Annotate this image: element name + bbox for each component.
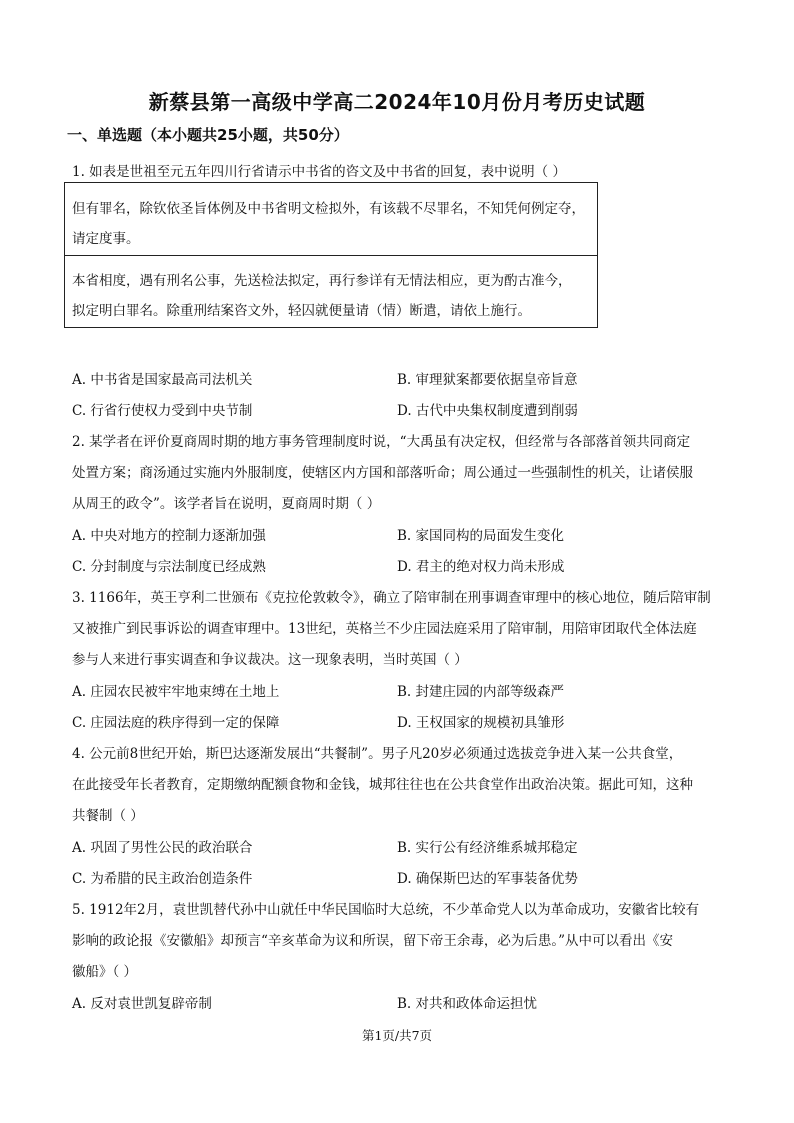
table-row1-line2: 请定度事。 xyxy=(72,231,140,247)
q1-option-c[interactable]: C. 行省行使权力受到中央节制 xyxy=(72,403,253,419)
q3-line-3: 参与人来进行事实调查和争议裁决。这一现象表明，当时英国（ ） xyxy=(72,652,468,668)
q3-option-b[interactable]: B. 封建庄园的内部等级森严 xyxy=(397,684,565,700)
q2-option-d[interactable]: D. 君主的绝对权力尚未形成 xyxy=(397,559,565,575)
q3-option-c[interactable]: C. 庄园法庭的秩序得到一定的保障 xyxy=(72,715,280,731)
q3-line-2: 又被推广到民事诉讼的调查审理中。13世纪，英格兰不少庄园法庭采用了陪审制，用陪审团取代全体法庭 xyxy=(72,621,697,637)
q4-line-3: 共餐制（ ） xyxy=(72,808,144,824)
q4-option-d[interactable]: D. 确保斯巴达的军事装备优势 xyxy=(397,871,578,887)
q3-option-a[interactable]: A. 庄园农民被牢牢地束缚在土地上 xyxy=(72,684,280,700)
q2-option-b[interactable]: B. 家国同构的局面发生变化 xyxy=(397,528,565,544)
q2-option-a[interactable]: A. 中央对地方的控制力逐渐加强 xyxy=(72,528,266,544)
q4-option-b[interactable]: B. 实行公有经济维系城邦稳定 xyxy=(397,840,578,856)
q4-line-2: 在此接受年长者教育，定期缴纳配额食物和金钱，城邦往往也在公共食堂作出政治决策。据此可知，这种 xyxy=(72,777,693,793)
q5-line-2: 影响的政论报《安徽船》却预言“辛亥革命为议和所误，留下帝王余毒，必为后患。”从中可以看出《安 xyxy=(72,933,674,949)
page-footer: 第1页/共7页 xyxy=(361,1028,433,1043)
q3-option-d[interactable]: D. 王权国家的规模初具雏形 xyxy=(397,715,565,731)
q1-table xyxy=(64,182,598,328)
q1-option-d[interactable]: D. 古代中央集权制度遭到削弱 xyxy=(397,403,578,419)
q5-option-a[interactable]: A. 反对袁世凯复辟帝制 xyxy=(72,996,212,1012)
q3-line-1: 3. 1166年，英王亨利二世颁布《克拉伦敦敕令》，确立了陪审制在刑事调查审理中的核心地位，随后陪审制 xyxy=(72,590,711,606)
table-row1-line1: 但有罪名，除钦依圣旨体例及中书省明文检拟外，有该载不尽罪名，不知凭何例定夺， xyxy=(72,201,585,217)
section-heading: 一、单选题（本小题共25小题，共50分） xyxy=(67,126,349,144)
table-divider xyxy=(65,255,597,256)
q2-line-3: 从周王的政令”。该学者旨在说明，夏商周时期（ ） xyxy=(72,496,381,512)
q4-option-c[interactable]: C. 为希腊的民主政治创造条件 xyxy=(72,871,253,887)
table-row2-line1: 本省相度，遇有刑名公事，先送检法拟定，再行参详有无情法相应，更为酌古准今， xyxy=(72,273,572,289)
q4-line-1: 4. 公元前8世纪开始，斯巴达逐渐发展出“共餐制”。男子凡20岁必须通过选拔竞争进入某一公共食堂， xyxy=(72,746,683,762)
q5-option-b[interactable]: B. 对共和政体命运担忧 xyxy=(397,996,538,1012)
q2-line-1: 2. 某学者在评价夏商周时期的地方事务管理制度时说，“大禹虽有决定权，但经常与各部落首领共同商定 xyxy=(72,434,691,450)
q2-option-c[interactable]: C. 分封制度与宗法制度已经成熟 xyxy=(72,559,266,575)
q1-option-b[interactable]: B. 审理狱案都要依据皇帝旨意 xyxy=(397,372,578,388)
q5-line-1: 5. 1912年2月，袁世凯替代孙中山就任中华民国临时大总统，不少革命党人以为革命成功，安徽省比较有 xyxy=(72,902,700,918)
q1-option-a[interactable]: A. 中书省是国家最高司法机关 xyxy=(72,372,253,388)
q2-line-2: 处置方案；商汤通过实施内外服制度，使辖区内方国和部落听命；周公通过一些强制性的机关，让诸侯服 xyxy=(72,465,693,481)
q1-stem: 1. 如表是世祖至元五年四川行省请示中书省的咨文及中书省的回复，表中说明（ ） xyxy=(72,164,566,180)
q5-line-3: 徽船》（ ） xyxy=(72,964,138,980)
page-title: 新蔡县第一高级中学高二2024年10月份月考历史试题 xyxy=(148,90,646,114)
q4-option-a[interactable]: A. 巩固了男性公民的政治联合 xyxy=(72,840,253,856)
table-row2-line2: 拟定明白罪名。除重刑结案咨文外，轻囚就便量请（情）断遣，请依上施行。 xyxy=(72,303,531,319)
